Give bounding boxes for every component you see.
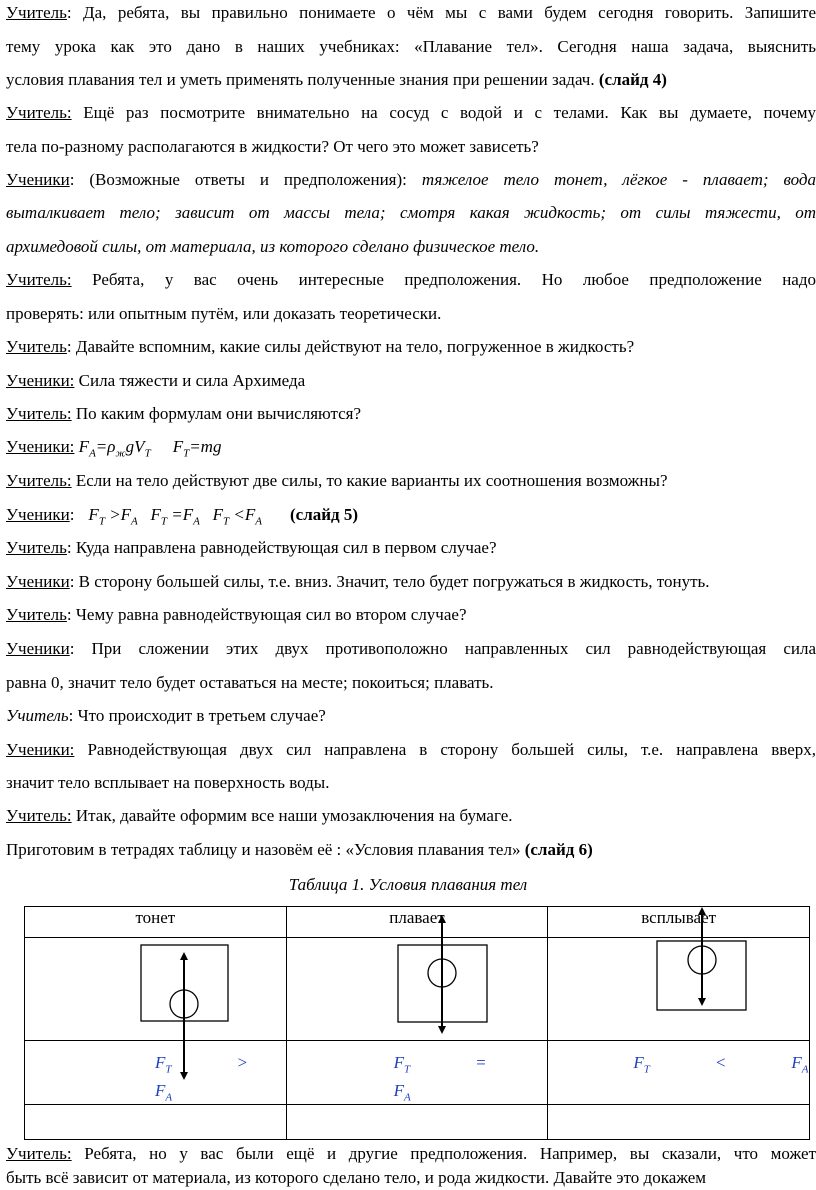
line-italic: выталкивает тело; зависит от массы тела; смотря какая жидкость; от силы тяжести, от [6, 203, 816, 222]
line-text: : Да, ребята, вы правильно понимаете о чём мы с вами будем сегодня говорить. Запишите [66, 3, 816, 22]
speaker-label: Учитель: [6, 471, 72, 490]
speaker-label: Учитель [6, 3, 67, 22]
line-text: : [69, 505, 75, 524]
header-floats: плавает [389, 908, 445, 927]
speaker-label: Ученики [6, 170, 70, 189]
line-text: : Куда направлена равнодействующая сил в первом случае? [66, 538, 497, 557]
line-text: : (Возможные ответы и предположения): [69, 170, 422, 189]
header-sinks: тонет [135, 908, 176, 927]
slide-ref: (слайд 6) [524, 840, 593, 859]
diagram-sinks [141, 945, 228, 1076]
speaker-label: Учитель [6, 337, 67, 356]
line-text: : Что происходит в третьем случае? [68, 706, 326, 725]
line-text: По каким формулам они вычисляются? [71, 404, 362, 423]
line-text: : При сложении этих двух противоположно направленных сил равнодействующая сила [69, 639, 816, 658]
speaker-label: Ученики [6, 639, 70, 658]
line-italic: архимедовой силы, от материала, из которого сделано физическое тело. [6, 237, 540, 256]
formula-cell-sinks: $F_T >F_A$ [25, 1041, 287, 1105]
speaker-label: Учитель [6, 605, 67, 624]
line-text: Ребята, у вас очень интересные предположения. Но любое предположение надо [71, 270, 816, 289]
speaker-label: Учитель [6, 706, 69, 725]
line-text: Сила тяжести и сила Архимеда [74, 371, 306, 390]
line-text: : В сторону большей силы, т.е. вниз. Значит, тело будет погружаться в жидкость, тонуть. [69, 572, 710, 591]
line-text: быть всё зависит от материала, из которого сделано тело, и рода жидкости. Давайте это докажем [6, 1168, 707, 1187]
line-text: проверять: или опытным путём, или доказать теоретически. [6, 304, 442, 323]
speaker-label: Учитель: [6, 1144, 72, 1163]
formula-archimedes: $F_A=\rho_жgV_T$ [78, 437, 151, 460]
force-relations: $F_T >F_A$ $F_T =F_A$ $F_T <F_A$ [88, 505, 262, 528]
speaker-label: Учитель: [6, 806, 72, 825]
line-text: : Чему равна равнодействующая сил во втором случае? [66, 605, 467, 624]
header-rises: всплывает [641, 908, 717, 927]
line-text: : Давайте вспомним, какие силы действуют на тело, погруженное в жидкость? [66, 337, 635, 356]
speaker-label: Ученики [6, 572, 70, 591]
line-text: Приготовим в тетрадях таблицу и назовём её : «Условия плавания тел» [6, 840, 525, 859]
line-text: тела по-разному располагаются в жидкости? От чего это может зависеть? [6, 137, 539, 156]
line-text: Если на тело действуют две силы, то какие варианты их соотношения возможны? [71, 471, 668, 490]
speaker-label: Ученики [6, 505, 70, 524]
formula-cell-floats: $F_T =F_A$ [286, 1041, 548, 1105]
formula-gravity: $F_T=mg$ [172, 437, 222, 460]
diagram-floats [398, 919, 487, 1030]
slide-ref: (слайд 5) [290, 505, 359, 524]
slide-ref: (слайд 4) [598, 70, 667, 89]
line-text: условия плавания тел и уметь применять полученные знания при решении задач. [6, 70, 599, 89]
line-text: Ещё раз посмотрите внимательно на сосуд с водой и с телами. Как вы думаете, почему [71, 103, 816, 122]
line-text: тему урока как это дано в наших учебниках: «Плавание тел». Сегодня наша задача, выяснить [6, 37, 816, 56]
speaker-label: Ученики: [6, 740, 75, 759]
formula-cell-rises: $F_T < F_A$ [548, 1041, 810, 1105]
speaker-label: Ученики: [6, 371, 75, 390]
line-text: Ребята, но у вас были ещё и другие предположения. Например, вы сказали, что может [71, 1144, 816, 1163]
line-28 [6, 1168, 816, 1188]
line-text: Итак, давайте оформим все наши умозаключения на бумаге. [71, 806, 513, 825]
line-27 [6, 1144, 816, 1164]
speaker-label: Учитель [6, 538, 67, 557]
speaker-label: Ученики: [6, 437, 75, 456]
speaker-label: Учитель: [6, 404, 72, 423]
diagram-rises [657, 911, 746, 1010]
line-text: равна 0, значит тело будет оставаться на месте; покоиться; плавать. [6, 673, 494, 692]
line-text: Равнодействующая двух сил направлена в сторону большей силы, т.е. направлена вверх, [74, 740, 816, 759]
table-caption: Таблица 1. Условия плавания тел [288, 875, 528, 894]
speaker-label: Учитель: [6, 270, 72, 289]
line-italic: тяжелое тело тонет, лёгкое - плавает; вода [421, 170, 816, 189]
line-text: значит тело всплывает на поверхность воды. [6, 773, 330, 792]
speaker-label: Учитель: [6, 103, 72, 122]
